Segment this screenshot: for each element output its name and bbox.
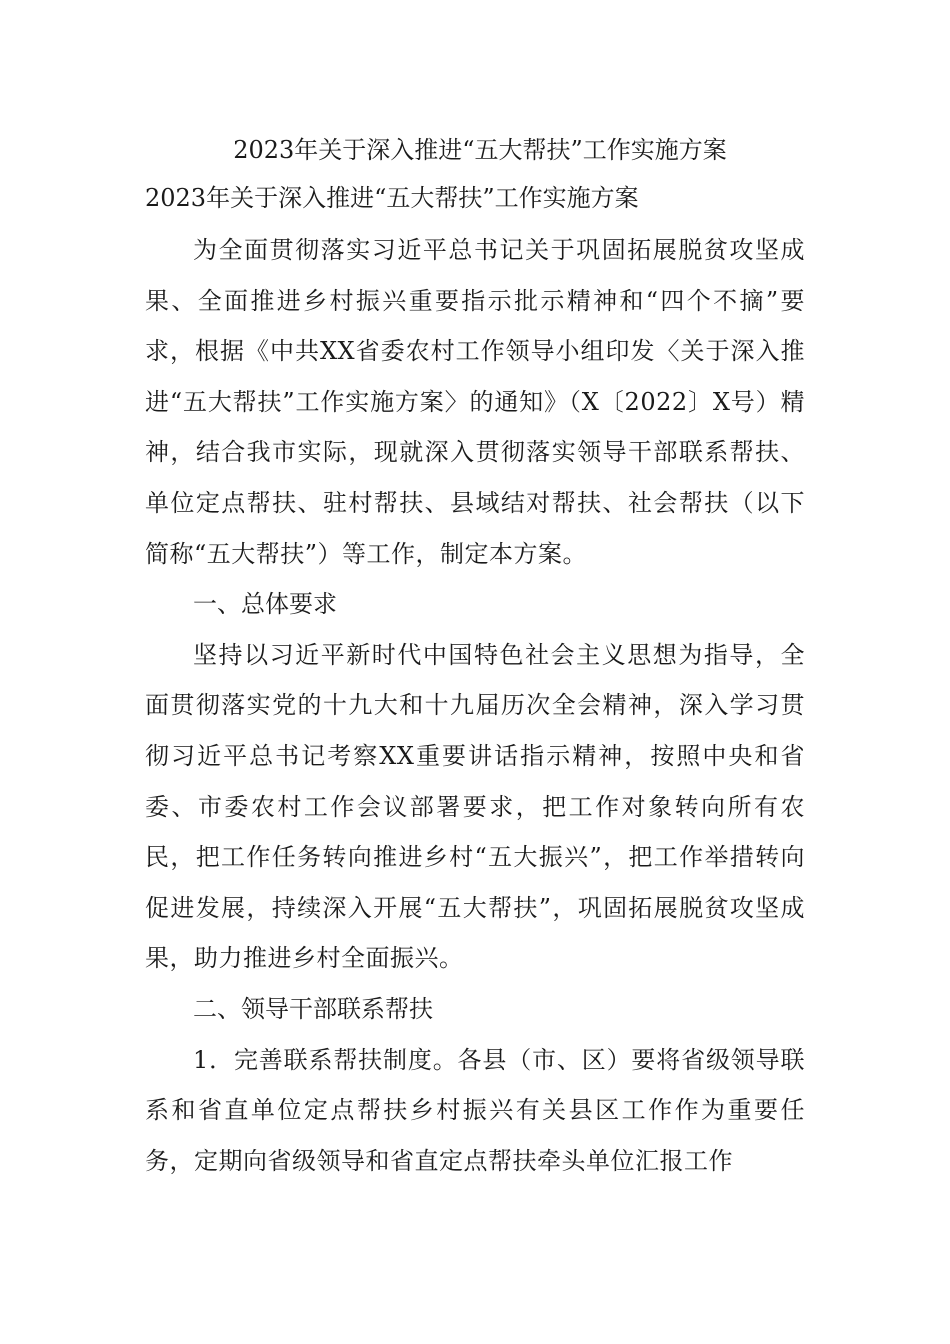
- document-body: [145, 126, 805, 1186]
- section-heading-general-requirements: 一、总体要求: [193, 590, 337, 619]
- intro-paragraph: 为全面贯彻落实习近平总书记关于巩固拓展脱贫攻坚成果、全面推进乡村振兴重要指示批示精神和“四个不摘”要求，根据《中共XX省委农村工作领导小组印发〈关于深入推进“五大帮扶”工作实施方案〉的通知》（X〔2022〕X号）精神，结合我市实际，现就深入贯彻落实领导干部联系帮扶、单位定点帮扶、驻村帮扶、县域结对帮扶、社会帮扶（以下简称“五大帮扶”）等工作，制定本方案。: [145, 236, 805, 568]
- document-title: 2023年关于深入推进“五大帮扶”工作实施方案: [145, 184, 639, 212]
- section-paragraph-general-requirements: 坚持以习近平新时代中国特色社会主义思想为指导，全面贯彻落实党的十九大和十九届历次全会精神，深入学习贯彻习近平总书记考察XX重要讲话指示精神，按照中央和省委、市委农村工作会议部署要求，把工作对象转向所有农民，把工作任务转向推进乡村“五大振兴”，把工作举措转向促进发展，持续深入开展“五大帮扶”，巩固拓展脱贫攻坚成果，助力推进乡村全面振兴。: [145, 640, 805, 973]
- section-paragraph-item-1: 1．完善联系帮扶制度。各县（市、区）要将省级领导联系和省直单位定点帮扶乡村振兴有关县区工作作为重要任务，定期向省级领导和省直定点帮扶牵头单位汇报工作: [145, 1045, 805, 1175]
- section-heading-leader-assistance: 二、领导干部联系帮扶: [193, 994, 433, 1023]
- title-block: [145, 126, 805, 222]
- document-title-centered: 2023年关于深入推进“五大帮扶”工作实施方案: [233, 136, 727, 164]
